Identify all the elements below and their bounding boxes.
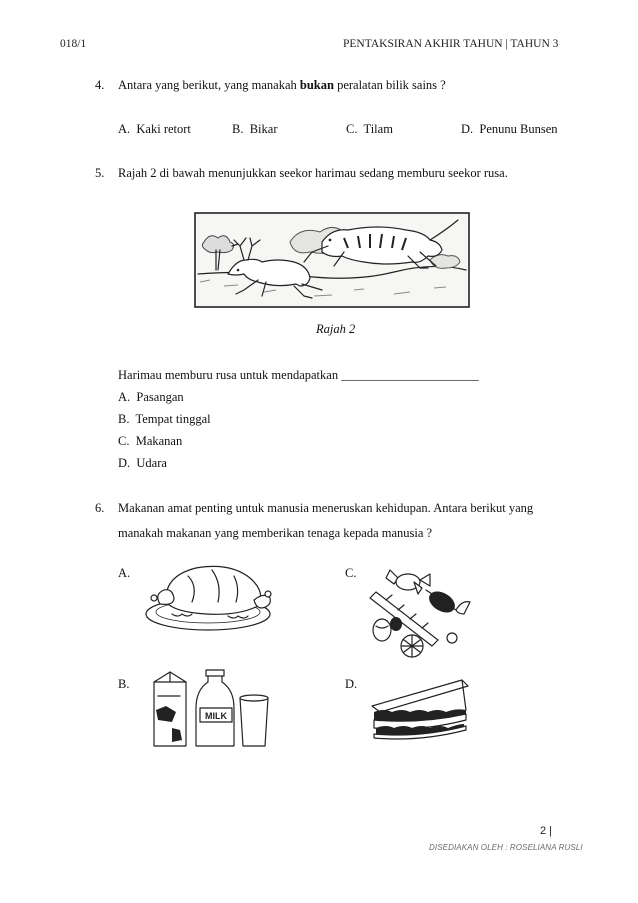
sandwich-icon[interactable]	[366, 676, 472, 742]
header-title: PENTAKSIRAN AKHIR TAHUN | TAHUN 3	[343, 38, 559, 50]
q6-option-d-label[interactable]: D.	[345, 677, 358, 691]
q6-number: 6.	[95, 501, 105, 515]
milk-drinks-icon[interactable]	[146, 668, 274, 750]
sweets-candy-icon[interactable]	[362, 566, 474, 660]
q5-number: 5.	[95, 166, 105, 180]
q5-option-a[interactable]: A. Pasangan	[118, 390, 184, 404]
milk-label: MILK	[205, 711, 227, 721]
q5-option-b[interactable]: B. Tempat tinggal	[118, 412, 211, 426]
prepared-by: DISEDIAKAN OLEH : ROSELIANA RUSLI	[429, 843, 583, 852]
q4-text: Antara yang berikut, yang manakah bukan peralatan bilik sains ?	[118, 78, 446, 92]
q6-option-c-label[interactable]: C.	[345, 566, 357, 580]
q6-line1: Makanan amat penting untuk manusia meneruskan kehidupan. Antara berikut yang	[118, 501, 534, 515]
q6-option-a-label[interactable]: A.	[118, 566, 131, 580]
q4-option-a[interactable]: A. Kaki retort	[118, 122, 191, 136]
roast-chicken-icon[interactable]	[142, 558, 277, 634]
q4-option-c[interactable]: C. Tilam	[346, 122, 393, 136]
q5-option-d[interactable]: D. Udara	[118, 456, 167, 470]
page-number: 2 |	[540, 825, 553, 837]
figure-caption: Rajah 2	[316, 322, 356, 336]
q6-line2: manakah makanan yang memberikan tenaga kepada manusia ?	[118, 526, 433, 540]
tiger-deer-figure	[194, 212, 470, 308]
q4-option-d[interactable]: D. Penunu Bunsen	[461, 122, 558, 136]
q6-option-b-label[interactable]: B.	[118, 677, 130, 691]
q5-stem: Harimau memburu rusa untuk mendapatkan ______________________	[118, 368, 479, 382]
q5-option-c[interactable]: C. Makanan	[118, 434, 183, 448]
q4-number: 4.	[95, 78, 105, 92]
q4-option-b[interactable]: B. Bikar	[232, 122, 278, 136]
q4-bold-word: bukan	[299, 78, 334, 92]
header-code: 018/1	[60, 38, 87, 50]
q5-text: Rajah 2 di bawah menunjukkan seekor harimau sedang memburu seekor rusa.	[118, 166, 508, 180]
